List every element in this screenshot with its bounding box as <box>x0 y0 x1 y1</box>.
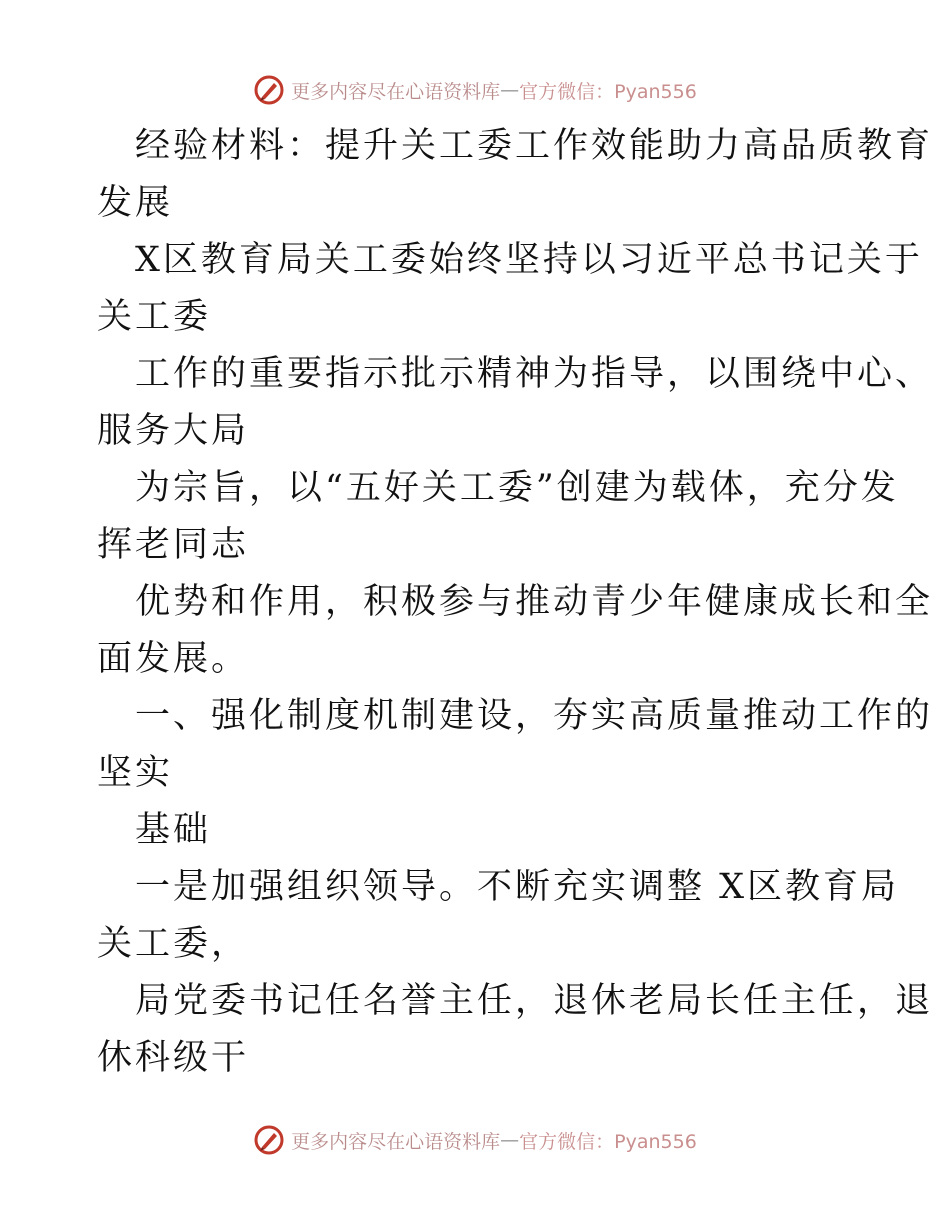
document-body <box>97 118 934 1087</box>
paragraph-line: 局党委书记任名誉主任，退休老局长任主任，退 <box>135 981 934 1021</box>
paragraph-line: 工作的重要指示批示精神为指导，以围绕中心、 <box>135 354 934 394</box>
pen-logo-icon <box>253 74 285 106</box>
paragraph-line: 休科级干 <box>97 1038 250 1078</box>
paragraph-line: 关工委 <box>97 297 212 337</box>
pen-logo-icon <box>253 1124 285 1156</box>
section-heading-cont: 基础 <box>135 810 212 850</box>
watermark-dash: — <box>500 1129 520 1151</box>
paragraph-line: 一是加强组织领导。不断充实调整 X区教育局 <box>135 867 900 907</box>
paragraph-line: 优势和作用，积极参与推动青少年健康成长和全 <box>135 582 934 622</box>
document-title: 经验材料：提升关工委工作效能助力高品质教育 <box>135 126 934 166</box>
watermark-contact: 官方微信：Pyan556 <box>519 80 697 103</box>
watermark-brand: 更多内容尽在心语资料库 <box>291 1130 501 1153</box>
paragraph-line: 为宗旨，以“五好关工委”创建为载体，充分发 <box>135 468 899 508</box>
paragraph-line: 服务大局 <box>97 411 250 451</box>
section-heading-cont: 坚实 <box>97 753 174 793</box>
watermark-dash: — <box>500 79 520 101</box>
watermark-brand: 更多内容尽在心语资料库 <box>291 80 501 103</box>
document-title-cont: 发展 <box>97 183 174 223</box>
watermark-contact: 官方微信：Pyan556 <box>519 1130 697 1153</box>
section-heading: 一、强化制度机制建设，夯实高质量推动工作的 <box>135 696 934 736</box>
footer-watermark <box>0 1120 950 1160</box>
paragraph-line: 挥老同志 <box>97 525 250 565</box>
header-watermark <box>0 70 950 110</box>
paragraph-line: 关工委， <box>97 924 250 964</box>
paragraph-line: X区教育局关工委始终坚持以习近平总书记关于 <box>135 240 923 280</box>
paragraph-line: 面发展。 <box>97 639 250 679</box>
